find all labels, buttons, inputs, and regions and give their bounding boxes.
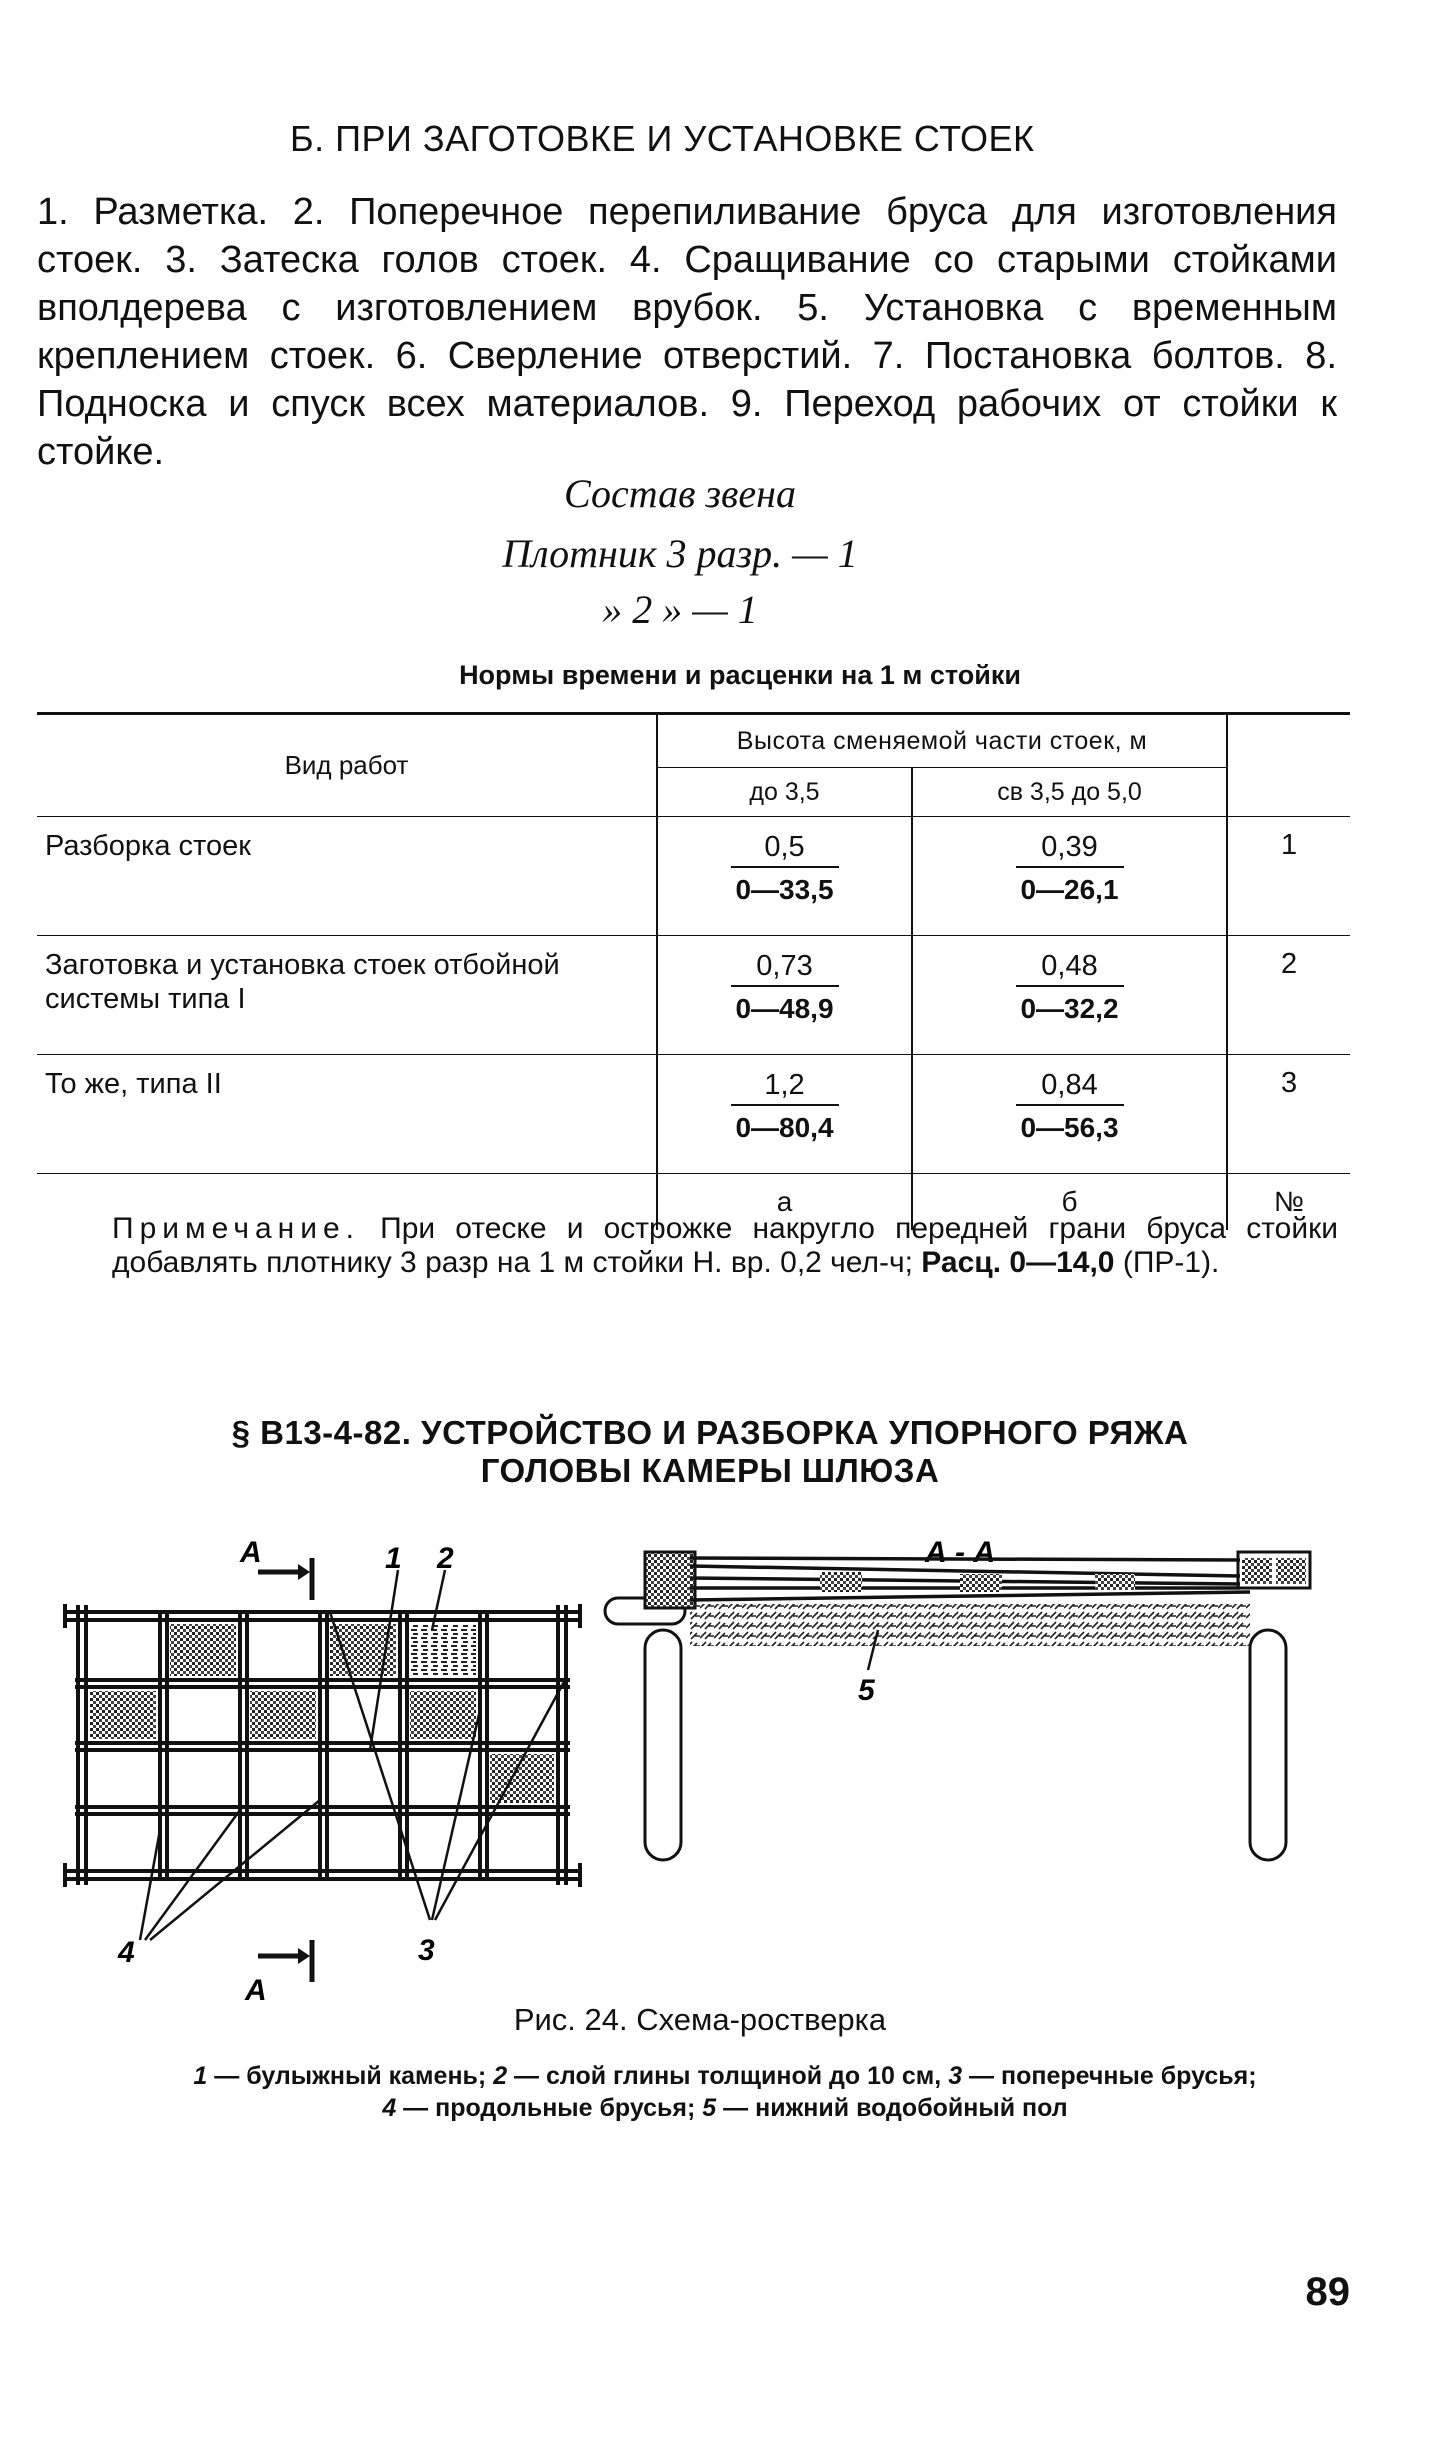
norm-value: 0,84: [1016, 1069, 1124, 1106]
stone-fill: [410, 1691, 476, 1739]
rate-value: 0—48,9: [735, 993, 834, 1024]
work-cell: Разборка стоек: [37, 817, 657, 936]
callout-3: 3: [418, 1934, 435, 1967]
norms-table: [37, 712, 1350, 1230]
table-row: [37, 817, 1350, 936]
row-number: 1: [1227, 817, 1350, 936]
pile-left: [645, 1630, 681, 1860]
value-cell-b: [912, 1055, 1227, 1174]
figure-caption: Рис. 24. Схема-ростверка: [513, 2002, 887, 2037]
section-heading: Б. ПРИ ЗАГОТОВКЕ И УСТАНОВКЕ СТОЕК: [290, 118, 1035, 159]
paragraph-title-line-2: ГОЛОВЫ КАМЕРЫ ШЛЮЗА: [480, 1452, 940, 1489]
rate-value: 0—56,3: [1020, 1112, 1119, 1143]
clay-fill: [410, 1624, 476, 1676]
note-rate-value: 0—14,0: [1009, 1246, 1115, 1279]
paragraph-title-line-1: § В13-4-82. УСТРОЙСТВО И РАЗБОРКА УПОРНОГО РЯЖА: [231, 1414, 1189, 1451]
norm-value: 0,39: [1016, 831, 1124, 868]
row-number: 3: [1227, 1055, 1350, 1174]
rate-value: 0—33,5: [735, 874, 834, 905]
work-cell: То же, типа II: [37, 1055, 657, 1174]
header-empty: [1227, 714, 1350, 817]
note-text: При отеске и острожке накругло передней грани бруса стойки добавлять плотнику 3 разр на 1 м стойки Н. вр. 0,2 чел-ч;: [112, 1212, 1338, 1279]
crew-line-1: Плотник 3 разр. — 1: [502, 531, 858, 576]
legend-text: — слой глины толщиной до 10 см,: [507, 2062, 949, 2090]
callout-5: 5: [858, 1674, 875, 1707]
work-cell: Заготовка и установка стоек отбойной системы типа I: [37, 936, 657, 1055]
legend-num: 1: [193, 2062, 208, 2090]
rate-value: 0—26,1: [1020, 874, 1119, 905]
table-note: [112, 1212, 1338, 1280]
footer-label-a: а: [657, 1174, 912, 1231]
page-number: 89: [1305, 2270, 1350, 2314]
value-cell-b: [912, 936, 1227, 1055]
plan-view: [65, 1536, 580, 2007]
grillage-figure: [0, 1500, 1450, 2030]
table-row: [37, 936, 1350, 1055]
norm-value: 0,73: [731, 950, 839, 987]
section-mark-bottom: А: [245, 1974, 267, 2007]
header-work-type: Вид работ: [37, 714, 657, 817]
norm-value: 1,2: [731, 1069, 839, 1106]
value-cell-a: [657, 1055, 912, 1174]
legend-line-2: [90, 2092, 1360, 2124]
note-rate-ref: (ПР-1).: [1122, 1246, 1220, 1279]
callout-1: 1: [385, 1542, 402, 1575]
work-steps-paragraph: 1. Разметка. 2. Поперечное перепиливание бруса для изготовления стоек. 3. Затеска голов стоек. 4. Сращивание со старыми стойками вполдерева с изготовлением врубок. 5. Установка с временным креплением стоек. 6. Сверление отверстий. 7. Постановка болтов. 8. Подноска и спуск всех материалов. 9. Переход рабочих от стойки к стойке.: [37, 191, 1337, 473]
rate-value: 0—80,4: [735, 1112, 834, 1143]
crew-title: Состав звена: [563, 471, 796, 516]
rate-value: 0—32,2: [1020, 993, 1119, 1024]
value-cell-b: [912, 817, 1227, 936]
legend-text: — поперечные брусья;: [962, 2062, 1257, 2090]
norm-value: 0,48: [1016, 950, 1124, 987]
header-col-a: до 3,5: [657, 768, 912, 817]
stone-fill: [170, 1624, 236, 1676]
value-cell-a: [657, 936, 912, 1055]
legend-num: 2: [493, 2062, 508, 2090]
paragraph-title: [160, 1414, 1260, 1490]
table-row: [37, 1055, 1350, 1174]
value-cell-a: [657, 817, 912, 936]
header-height: Высота сменяемой части стоек, м: [657, 714, 1227, 768]
note-label: Примечание.: [112, 1212, 360, 1245]
crew-composition: [400, 470, 960, 642]
stone-fill: [90, 1691, 156, 1739]
legend-line-1: [90, 2060, 1360, 2092]
legend-num: 3: [948, 2062, 963, 2090]
pile-right: [1250, 1630, 1286, 1860]
legend-text: — булыжный камень;: [207, 2062, 494, 2090]
legend-num: 4: [382, 2094, 397, 2122]
note-rate-label: Расц.: [921, 1246, 1002, 1279]
footer-label-b: б: [912, 1174, 1227, 1231]
crew-line-2: » 2 » — 1: [602, 587, 758, 632]
clay-layer: [690, 1604, 1250, 1646]
norm-value: 0,5: [731, 831, 839, 868]
legend-text: — продольные брусья;: [396, 2094, 703, 2122]
section-mark-top: А: [240, 1536, 262, 1569]
section-view-label: А - А: [925, 1536, 995, 1569]
table-title: Нормы времени и расценки на 1 м стойки: [459, 660, 1021, 690]
callout-2: 2: [437, 1542, 454, 1575]
header-col-b: св 3,5 до 5,0: [912, 768, 1227, 817]
stone-fill: [250, 1691, 316, 1739]
legend-text: — нижний водобойный пол: [716, 2094, 1068, 2122]
footer-label-num: №: [1227, 1174, 1350, 1231]
section-view: [605, 1536, 1310, 1860]
figure-legend: [90, 2060, 1360, 2124]
row-number: 2: [1227, 936, 1350, 1055]
callout-4: 4: [118, 1936, 135, 1969]
legend-num: 5: [702, 2094, 717, 2122]
